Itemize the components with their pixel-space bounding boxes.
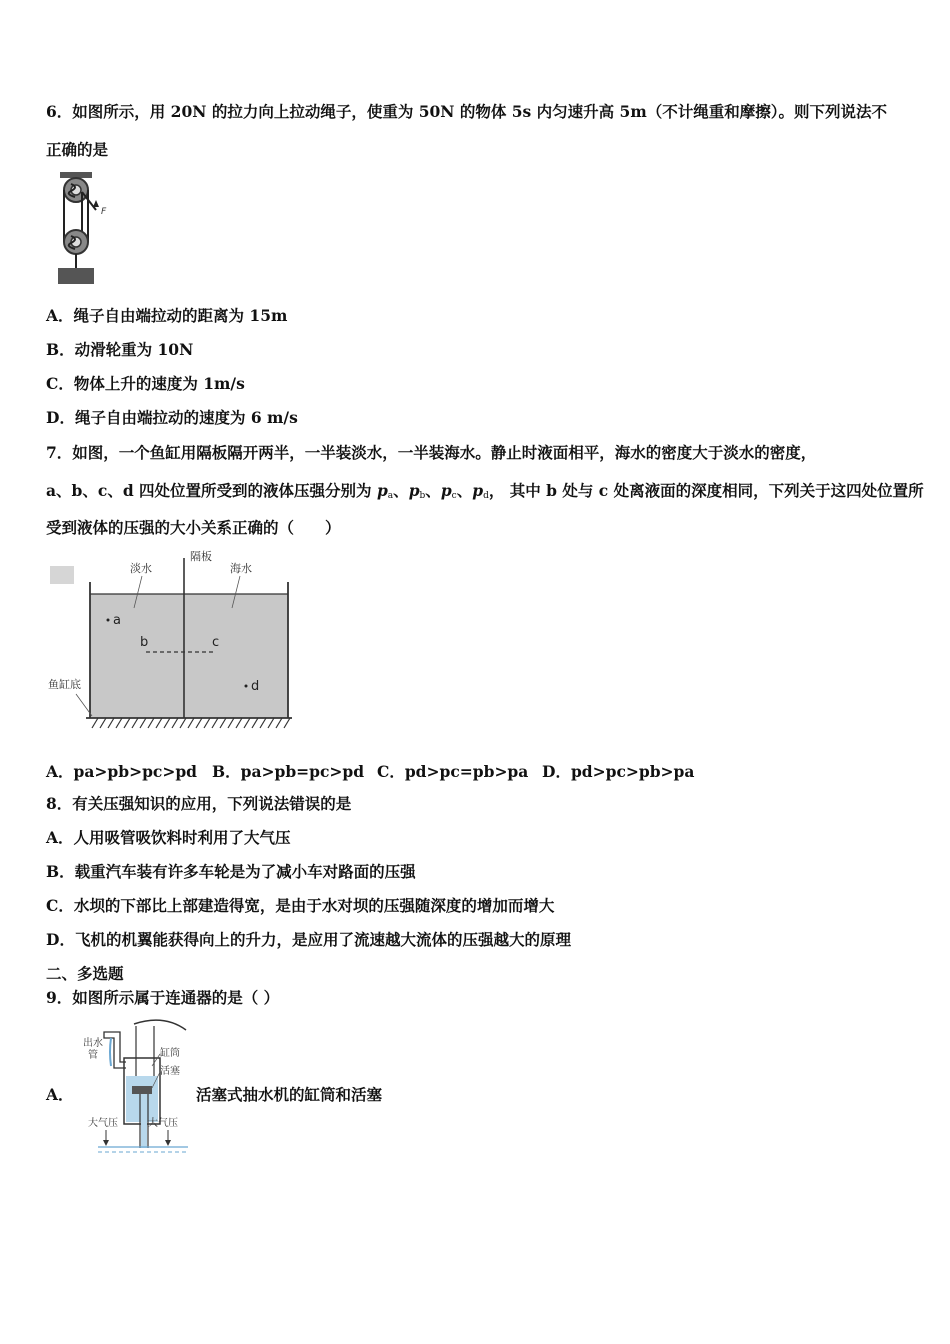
q7-option-d-letter: D． xyxy=(542,762,571,781)
q7-point-d: d xyxy=(251,679,260,694)
q7-point-c: c xyxy=(212,635,220,650)
q7-label-partition: 隔板 xyxy=(190,550,212,563)
q6-option-c: C．物体上升的速度为 1m/s xyxy=(46,374,245,393)
q9-pump-figure xyxy=(78,1016,196,1158)
q7-label-fresh-water: 淡水 xyxy=(130,562,152,575)
q9-label-outlet-1: 出水 xyxy=(83,1038,103,1049)
q7-fish-tank-figure xyxy=(46,546,296,734)
section2-title: 二、多选题 xyxy=(46,964,124,983)
q6-force-label: F xyxy=(101,207,107,217)
q9-label-outlet-2: 管 xyxy=(88,1050,98,1061)
q7-option-d xyxy=(542,760,694,782)
q8-stem: 8．有关压强知识的应用，下列说法错误的是 xyxy=(46,794,352,813)
q9-label-atm-right: 大气压 xyxy=(148,1118,178,1129)
q7-option-c-letter: C． xyxy=(377,762,405,781)
q7-option-a-expr: pa>pb>pc>pd xyxy=(73,762,198,781)
q9-label-cylinder: 缸筒 xyxy=(160,1048,180,1059)
q7-option-a-letter: A． xyxy=(46,762,74,781)
q9-label-atm-left: 大气压 xyxy=(88,1118,118,1129)
q7-stem-line3: 受到液体的压强的大小关系正确的（ ） xyxy=(46,518,341,537)
q8-option-c: C．水坝的下部比上部建造得宽，是由于水对坝的压强随深度的增加而增大 xyxy=(46,896,555,915)
q7-label-sea-water: 海水 xyxy=(230,562,252,575)
q7-option-d-expr: pd>pc>pb>pa xyxy=(570,762,695,781)
q8-option-b: B．载重汽车装有许多车轮是为了减小车对路面的压强 xyxy=(46,862,416,881)
q7-point-b: b xyxy=(140,635,149,650)
q6-option-d: D．绳子自由端拉动的速度为 6 m/s xyxy=(46,408,298,427)
q7-option-b-letter: B． xyxy=(212,762,241,781)
q7-label-tank-bottom: 鱼缸底 xyxy=(48,678,81,691)
q7-stem-line2-post: 其中 b 处与 c 处离液面的深度相同，下列关于这四处位置所 xyxy=(504,481,924,500)
q7-point-a: a xyxy=(113,613,121,628)
q6-stem-line2: 正确的是 xyxy=(46,140,109,159)
q6-option-a: A．绳子自由端拉动的距离为 15m xyxy=(46,306,288,325)
q7-stem-line2-pre: a、b、c、d 四处位置所受到的液体压强分别为 xyxy=(46,481,377,500)
q7-stem-line1: 7．如图，一个鱼缸用隔板隔开两半，一半装淡水，一半装海水。静止时液面相平，海水的密度大于淡水的密度， xyxy=(46,443,817,462)
q7-option-b xyxy=(212,760,364,782)
q9-stem: 9．如图所示属于连通器的是（ ） xyxy=(46,988,280,1007)
q6-pulley-figure xyxy=(52,170,120,288)
q9-label-piston: 活塞 xyxy=(160,1066,180,1077)
q6-option-b: B．动滑轮重为 10N xyxy=(46,340,194,359)
q7-option-c xyxy=(377,760,528,782)
q9-option-a-text: 活塞式抽水机的缸筒和活塞 xyxy=(196,1085,383,1104)
q7-option-c-expr: pd>pc=pb>pa xyxy=(404,762,529,781)
q7-option-a xyxy=(46,760,197,782)
q7-stem-line2: a、b、c、d 四处位置所受到的液体压强分别为 $p_a$、$p_b$、$p_c$、$p_d$， 其中 b 处与 c 处离液面的深度相同，下列关于这四处位置所 xyxy=(46,481,924,501)
q8-option-d: D．飞机的机翼能获得向上的升力，是应用了流速越大流体的压强越大的原理 xyxy=(46,930,571,949)
q8-option-a: A．人用吸管吸饮料时利用了大气压 xyxy=(46,828,291,847)
q6-stem-line1: 6．如图所示，用 20N 的拉力向上拉动绳子，使重为 50N 的物体 5s 内匀速升高 5m（不计绳重和摩擦）。则下列说法不 xyxy=(46,102,887,121)
q7-option-b-expr: pa>pb=pc>pd xyxy=(240,762,365,781)
q9-option-a-letter: A． xyxy=(46,1085,74,1104)
